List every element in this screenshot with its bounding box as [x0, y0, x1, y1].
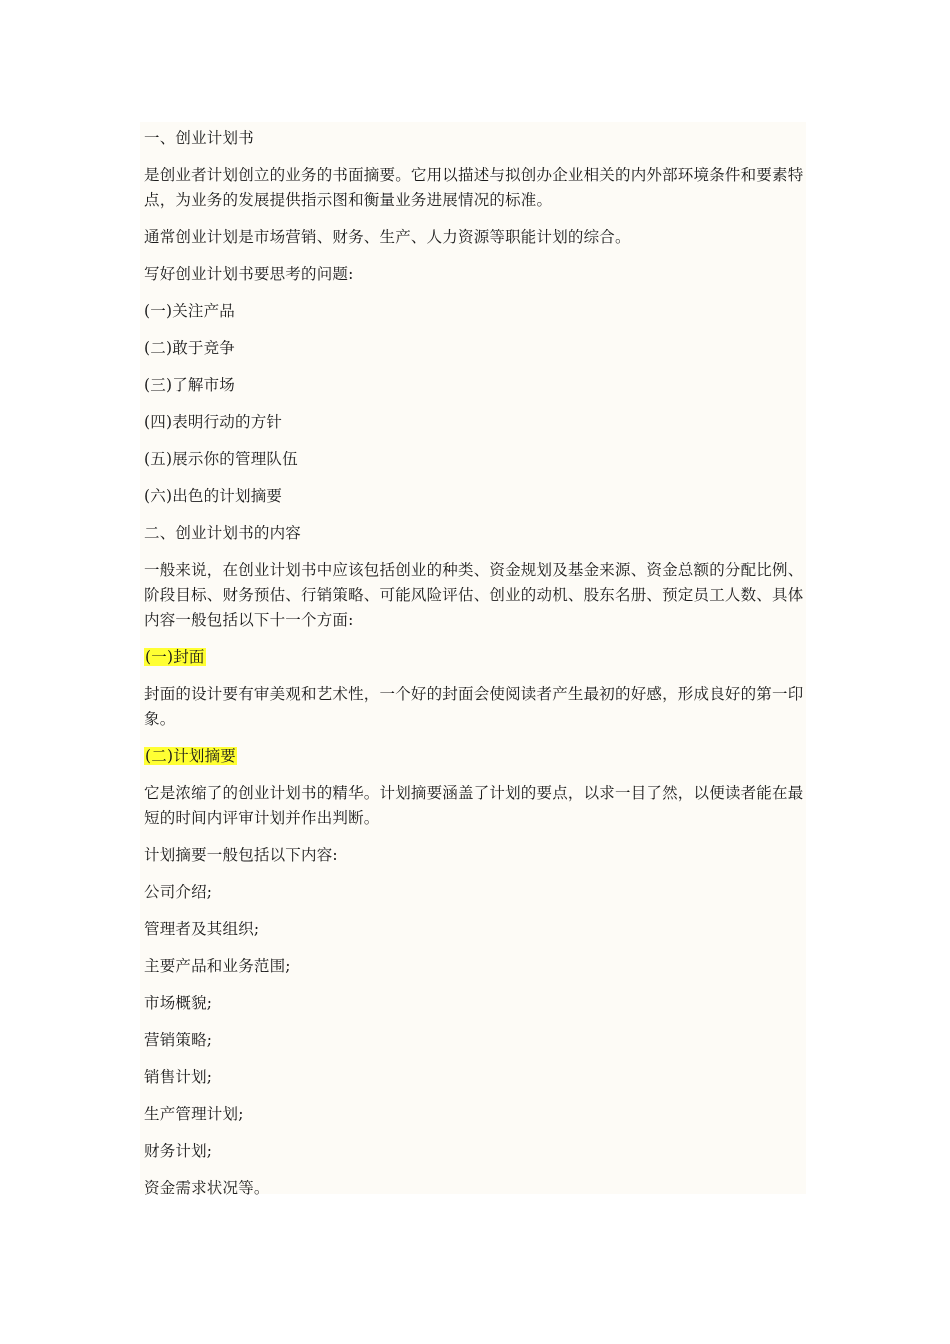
paragraph: 是创业者计划创立的业务的书面摘要。它用以描述与拟创办企业相关的内外部环境条件和要素特点，为业务的发展提供指示图和衡量业务进展情况的标准。 — [144, 166, 804, 209]
list-item: 财务计划; — [144, 1142, 213, 1160]
highlighted-subheading: (一)封面 — [145, 648, 205, 666]
list-item: 市场概貌; — [144, 994, 213, 1012]
paragraph: 写好创业计划书要思考的问题: — [144, 265, 354, 283]
list-item: (三)了解市场 — [144, 376, 235, 394]
section-heading: 二、创业计划书的内容 — [144, 524, 302, 542]
list-item: (五)展示你的管理队伍 — [144, 450, 298, 468]
list-item: (二)敢于竞争 — [144, 339, 235, 357]
paragraph: 计划摘要一般包括以下内容: — [144, 846, 338, 864]
paragraph: 一般来说，在创业计划书中应该包括创业的种类、资金规划及基金来源、资金总额的分配比例、阶段目标、财务预估、行销策略、可能风险评估、创业的动机、股东名册、预定员工人数、具体内容一般包括以下十一个方面: — [144, 561, 804, 629]
list-item: (一)关注产品 — [144, 302, 235, 320]
list-item: 生产管理计划; — [144, 1105, 244, 1123]
list-item: 主要产品和业务范围; — [144, 957, 291, 975]
list-item: (六)出色的计划摘要 — [144, 487, 283, 505]
list-item: 公司介绍; — [144, 883, 213, 901]
paragraph: 封面的设计要有审美观和艺术性，一个好的封面会使阅读者产生最初的好感，形成良好的第一印象。 — [144, 685, 804, 728]
document-body — [140, 122, 806, 1197]
list-item: (四)表明行动的方针 — [144, 413, 283, 431]
section-heading: 一、创业计划书 — [144, 129, 254, 147]
list-item: 资金需求状况等。 — [144, 1179, 270, 1197]
highlighted-subheading: (二)计划摘要 — [145, 747, 236, 765]
list-item: 营销策略; — [144, 1031, 213, 1049]
paragraph: 通常创业计划是市场营销、财务、生产、人力资源等职能计划的综合。 — [144, 228, 631, 246]
paragraph: 它是浓缩了的创业计划书的精华。计划摘要涵盖了计划的要点，以求一目了然，以便读者能在最短的时间内评审计划并作出判断。 — [144, 784, 804, 827]
list-item: 销售计划; — [144, 1068, 213, 1086]
list-item: 管理者及其组织; — [144, 920, 260, 938]
